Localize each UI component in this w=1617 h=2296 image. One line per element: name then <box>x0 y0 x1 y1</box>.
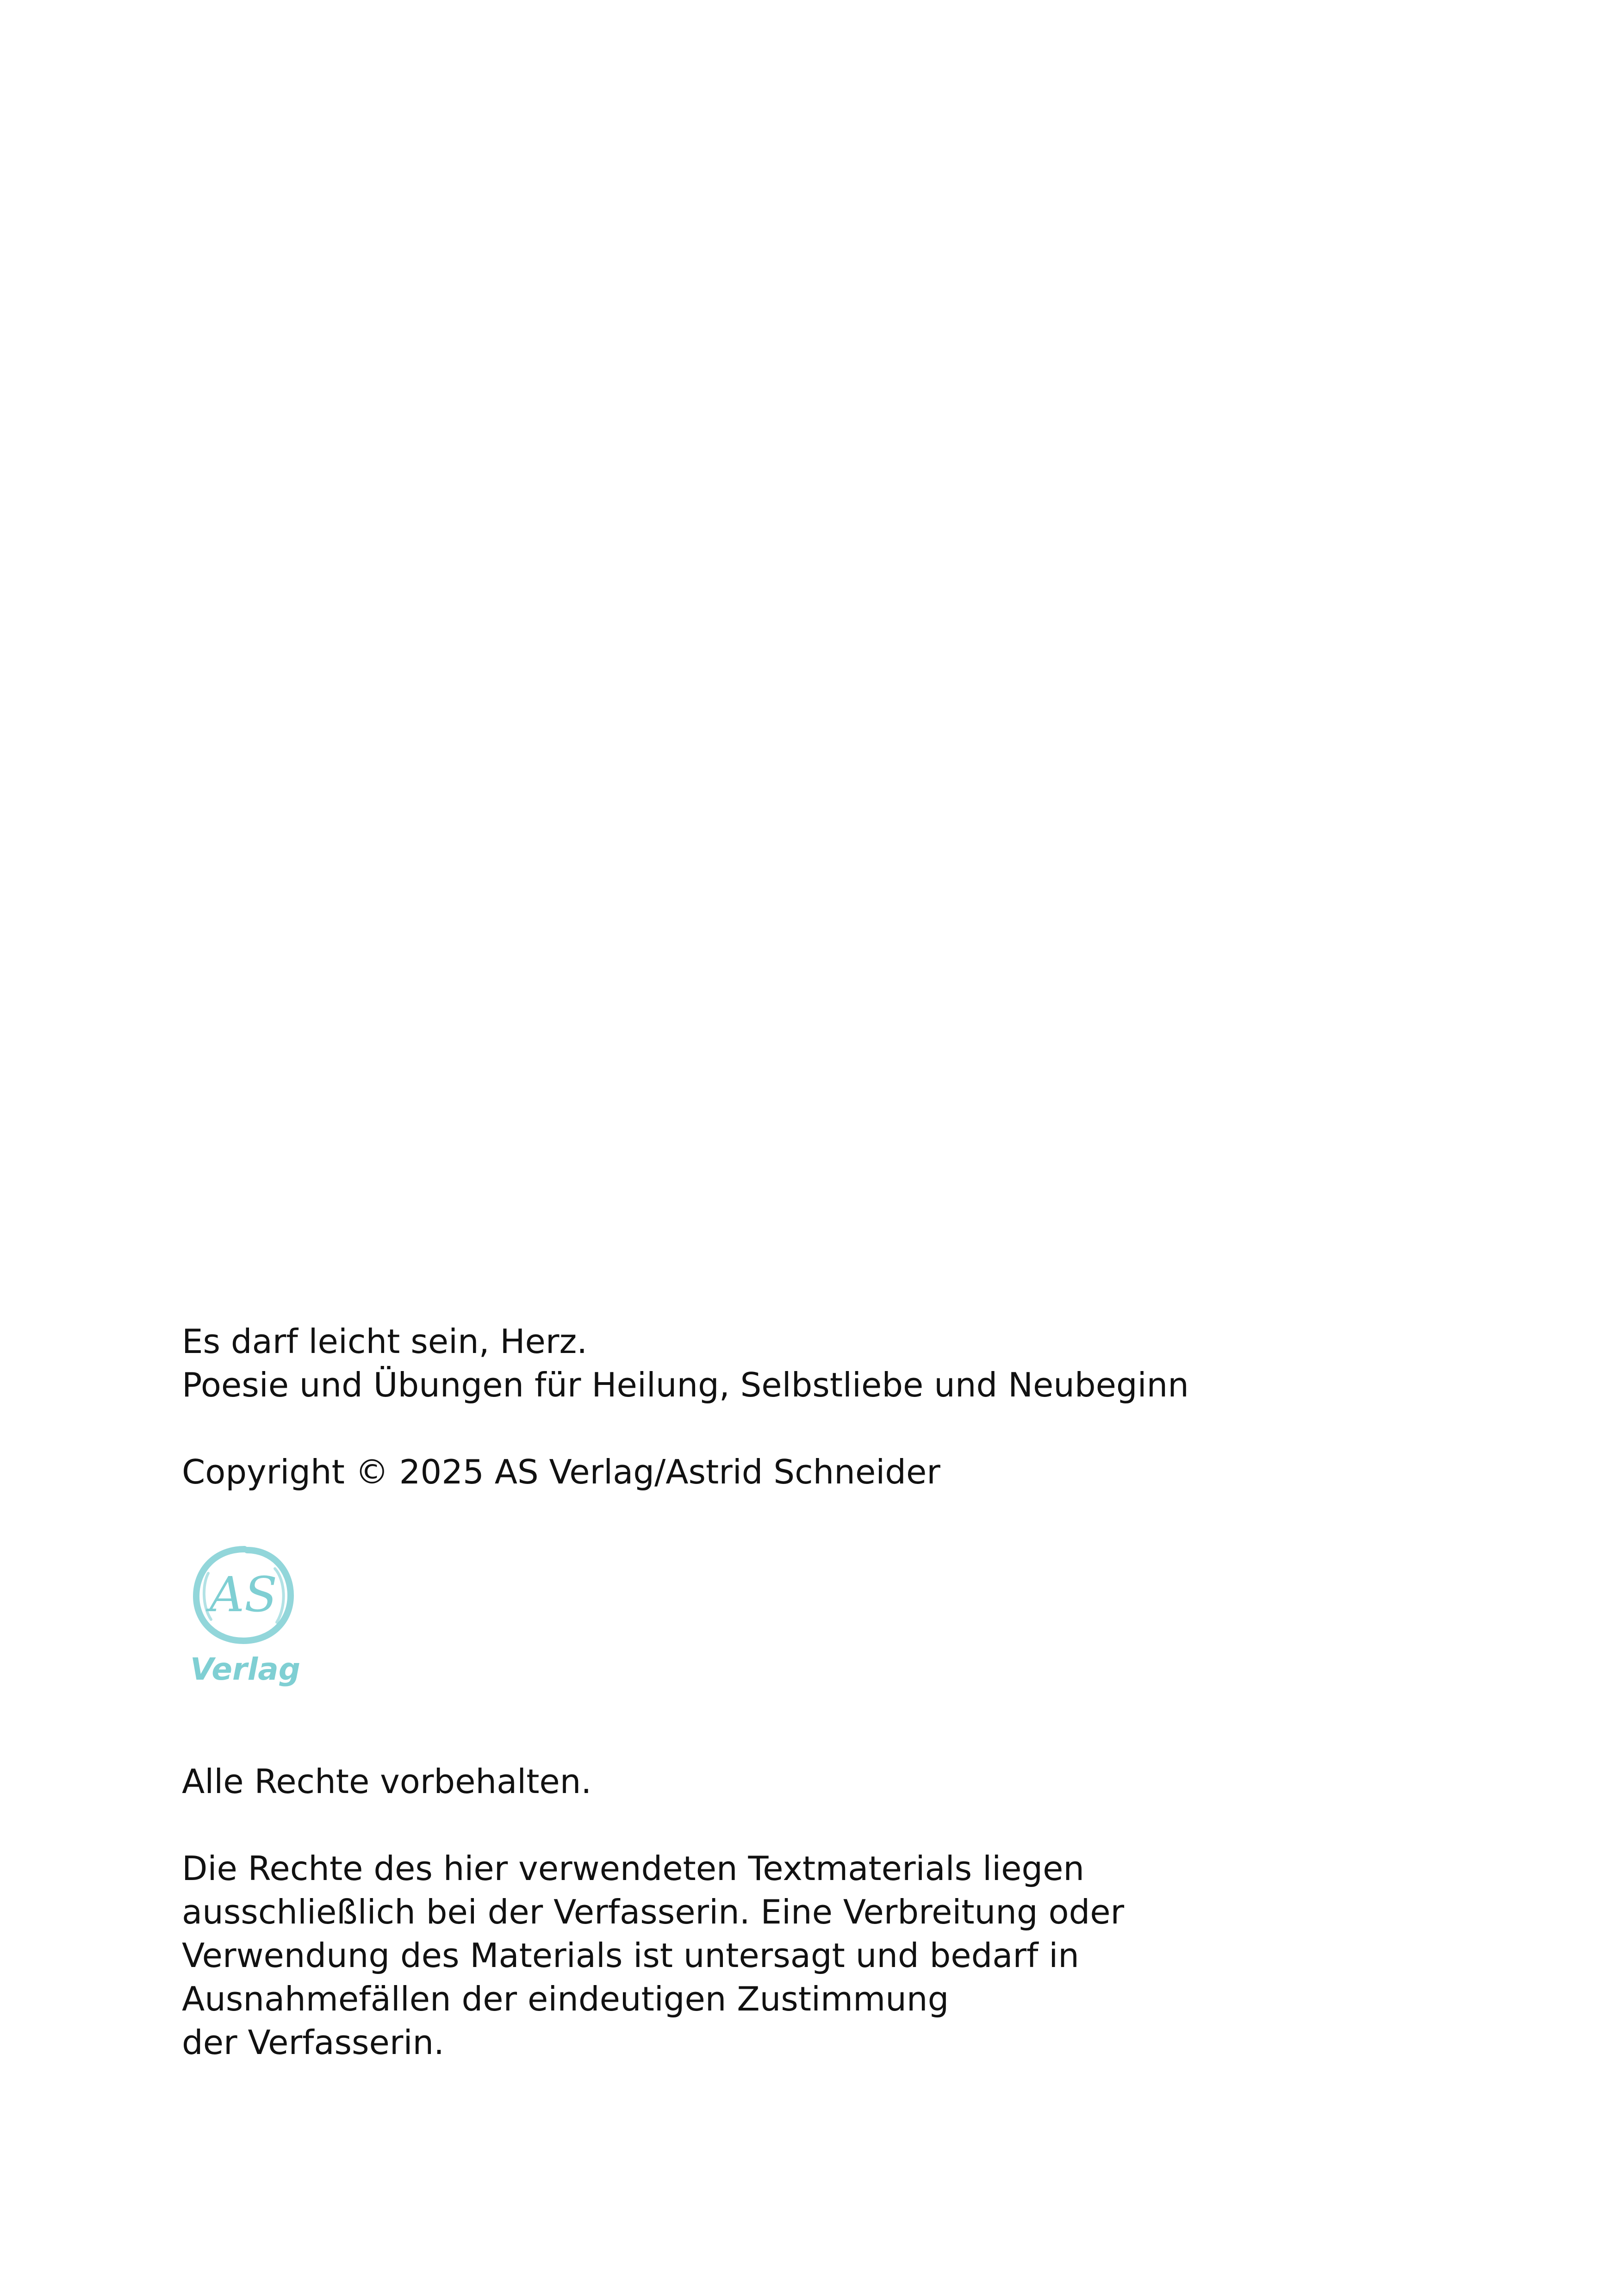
spacer <box>182 1803 1431 1847</box>
rights-reserved: Alle Rechte vorbehalten. <box>182 1762 592 1801</box>
logo-initials: AS <box>209 1566 278 1623</box>
rights-notice-line: ausschließlich bei der Verfasserin. Eine Verbreitung oder <box>182 1893 1125 1931</box>
rights-notice-line: Ausnahmefällen der eindeutigen Zustimmung <box>182 1980 949 2018</box>
as-verlag-logo <box>184 1541 305 1694</box>
rights-notice-line: Verwendung des Materials ist untersagt und bedarf in <box>182 1936 1079 1975</box>
rights-notice-line: Die Rechte des hier verwendeten Textmaterials liegen <box>182 1849 1085 1888</box>
spacer <box>182 1407 1431 1450</box>
book-title: Es darf leicht sein, Herz. <box>182 1322 588 1361</box>
imprint-block <box>182 1320 1431 1494</box>
rights-block <box>182 1760 1431 2064</box>
rights-notice-line: der Verfasserin. <box>182 2023 444 2062</box>
book-subtitle: Poesie und Übungen für Heilung, Selbstliebe und Neubeginn <box>182 1365 1189 1404</box>
copyright-line: Copyright © 2025 AS Verlag/Astrid Schneider <box>182 1452 940 1491</box>
logo-word: Verlag <box>190 1651 300 1687</box>
